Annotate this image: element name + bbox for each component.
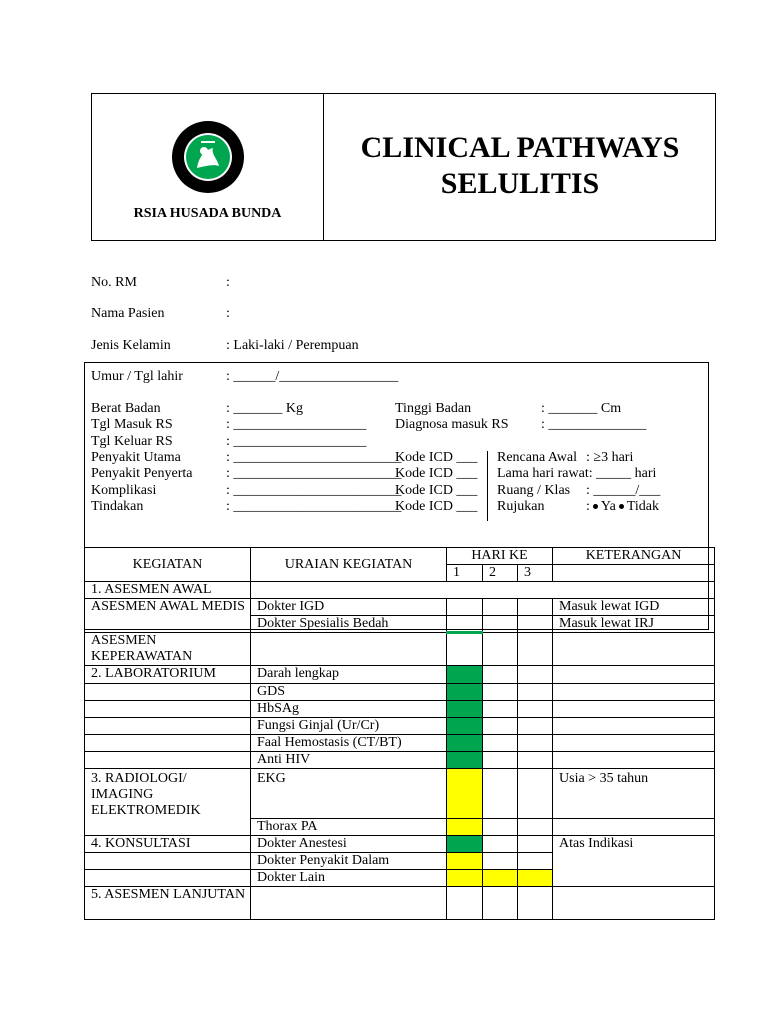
- nama-colon: :: [226, 306, 230, 321]
- row-ekg: EKG: [251, 769, 447, 819]
- cell-green: [447, 718, 483, 735]
- berat-value: : _______ Kg: [226, 401, 303, 416]
- cell: [483, 599, 518, 616]
- header-keterangan-sub: [553, 565, 715, 582]
- rujukan-ya[interactable]: Ya: [600, 499, 616, 514]
- cell: [553, 666, 715, 684]
- tgl-keluar-value: : ___________________: [226, 434, 367, 449]
- cell: [447, 887, 483, 920]
- cell: [518, 684, 553, 701]
- komplikasi-label: Komplikasi: [91, 483, 157, 498]
- kode-icd-2: Kode ICD ___: [395, 466, 478, 481]
- row-thorax: Thorax PA: [251, 819, 447, 836]
- tgl-masuk-label: Tgl Masuk RS: [91, 417, 173, 432]
- cell: [483, 701, 518, 718]
- cell: [483, 752, 518, 769]
- row-asesmen-awal-span: [251, 582, 715, 599]
- cell: [518, 718, 553, 735]
- cell: [85, 752, 251, 769]
- row-faal: Faal Hemostasis (CT/BT): [251, 735, 447, 752]
- rujukan-tidak[interactable]: Tidak: [626, 499, 659, 514]
- cell: [553, 718, 715, 735]
- ket-igd: Masuk lewat IGD: [553, 599, 715, 616]
- cell-yellow: [447, 870, 483, 887]
- cell-green: [447, 701, 483, 718]
- penyakit-penyerta-value: : ________________________: [226, 466, 402, 481]
- cell: [483, 684, 518, 701]
- cell: [553, 887, 715, 920]
- nama-label: Nama Pasien: [91, 306, 165, 321]
- cell: [85, 853, 251, 870]
- diagnosa-label: Diagnosa masuk RS: [395, 417, 509, 432]
- kode-icd-1: Kode ICD ___: [395, 450, 478, 465]
- row-penyakit-dalam: Dokter Penyakit Dalam: [251, 853, 447, 870]
- cell: [483, 769, 518, 819]
- cell-yellow: [447, 853, 483, 870]
- row-dokter-bedah: Dokter Spesialis Bedah: [251, 616, 447, 633]
- cell-green: [447, 752, 483, 769]
- cell-bedah-d1: [447, 616, 483, 633]
- header-box: [91, 93, 716, 241]
- cell: [447, 633, 483, 666]
- cell: [483, 666, 518, 684]
- row-dokter-lain: Dokter Lain: [251, 870, 447, 887]
- cell-yellow: [447, 819, 483, 836]
- row-hiv: Anti HIV: [251, 752, 447, 769]
- row-radiologi: 3. RADIOLOGI/ IMAGING ELEKTROMEDIK: [85, 769, 251, 836]
- cell: [553, 684, 715, 701]
- ruang-value: : ______/___: [586, 483, 661, 498]
- header-hari: HARI KE: [447, 548, 553, 565]
- header-day-2: 2: [483, 565, 518, 582]
- umur-label: Umur / Tgl lahir: [91, 369, 183, 384]
- cell: [85, 701, 251, 718]
- ruang-label: Ruang / Klas: [497, 483, 571, 498]
- kode-icd-3: Kode ICD ___: [395, 483, 478, 498]
- tindakan-label: Tindakan: [91, 499, 144, 514]
- rujukan-options: [586, 498, 659, 515]
- penyakit-utama-label: Penyakit Utama: [91, 450, 181, 465]
- cell: [553, 819, 715, 836]
- cell-yellow: [518, 870, 553, 887]
- cell: [518, 853, 553, 870]
- cell: [518, 819, 553, 836]
- cell: [85, 718, 251, 735]
- cell-yellow: [447, 769, 483, 819]
- cell: [518, 735, 553, 752]
- row-dokter-igd: Dokter IGD: [251, 599, 447, 616]
- cell: [483, 718, 518, 735]
- cell-green: [447, 684, 483, 701]
- title-line-1: CLINICAL PATHWAYS: [360, 131, 680, 164]
- jk-label: Jenis Kelamin: [91, 338, 171, 353]
- lama-rawat: Lama hari rawat: _____ hari: [497, 466, 657, 481]
- hospital-logo: [171, 120, 245, 194]
- row-asesmen-medis: ASESMEN AWAL MEDIS: [85, 599, 251, 633]
- komplikasi-value: : ________________________: [226, 483, 402, 498]
- row-gds: GDS: [251, 684, 447, 701]
- tgl-masuk-value: : ___________________: [226, 417, 367, 432]
- pathway-table: [84, 547, 715, 920]
- row-anestesi: Dokter Anestesi: [251, 836, 447, 853]
- rencana-label: Rencana Awal: [497, 450, 577, 465]
- cell: [518, 887, 553, 920]
- cell: [483, 853, 518, 870]
- no-rm-colon: :: [226, 275, 230, 290]
- row-asesmen-awal: 1. ASESMEN AWAL: [85, 582, 251, 599]
- cell: [447, 599, 483, 616]
- bullet-icon: [619, 504, 624, 509]
- row-darah: Darah lengkap: [251, 666, 447, 684]
- cell: [553, 735, 715, 752]
- cell: [483, 633, 518, 666]
- cell: [518, 836, 553, 853]
- cell: [483, 819, 518, 836]
- cell: [483, 836, 518, 853]
- cell: [553, 752, 715, 769]
- cell-yellow: [483, 870, 518, 887]
- ket-indikasi: Atas Indikasi: [553, 836, 715, 887]
- rujukan-colon: :: [586, 499, 590, 514]
- tinggi-label: Tinggi Badan: [395, 401, 472, 416]
- umur-value: : ______/_________________: [226, 369, 399, 384]
- cell: [518, 666, 553, 684]
- penyakit-penyerta-label: Penyakit Penyerta: [91, 466, 193, 481]
- row-hbsag: HbSAg: [251, 701, 447, 718]
- cell: [518, 752, 553, 769]
- header-day-1: 1: [447, 565, 483, 582]
- diagnosa-value: : ______________: [541, 417, 647, 432]
- cell: [483, 887, 518, 920]
- cell: [518, 599, 553, 616]
- rujukan-label: Rujukan: [497, 499, 545, 514]
- rencana-value: : ≥3 hari: [586, 450, 634, 465]
- header-keterangan: KETERANGAN: [553, 548, 715, 565]
- hospital-name: RSIA HUSADA BUNDA: [133, 206, 282, 221]
- header-kegiatan: KEGIATAN: [85, 548, 251, 582]
- berat-label: Berat Badan: [91, 401, 161, 416]
- cell: [483, 616, 518, 633]
- row-asesmen-lanjut: 5. ASESMEN LANJUTAN: [85, 887, 251, 920]
- cell: [518, 616, 553, 633]
- cell-green: [447, 836, 483, 853]
- penyakit-utama-value: : ________________________: [226, 450, 402, 465]
- no-rm-label: No. RM: [91, 275, 137, 290]
- title-line-2: SELULITIS: [440, 167, 600, 200]
- cell: [518, 769, 553, 819]
- row-konsultasi: 4. KONSULTASI: [85, 836, 251, 853]
- tgl-keluar-label: Tgl Keluar RS: [91, 434, 173, 449]
- row-asesmen-kep: ASESMEN KEPERAWATAN: [85, 633, 251, 666]
- page-title: [324, 130, 716, 202]
- tindakan-value: : ________________________: [226, 499, 402, 514]
- cell: [553, 633, 715, 666]
- cell: [518, 633, 553, 666]
- detail-divider: [487, 451, 488, 521]
- row-ginjal: Fungsi Ginjal (Ur/Cr): [251, 718, 447, 735]
- header-day-3: 3: [518, 565, 553, 582]
- kode-icd-4: Kode ICD ___: [395, 499, 478, 514]
- jk-value: : Laki-laki / Perempuan: [226, 338, 359, 353]
- row-lab: 2. LABORATORIUM: [85, 666, 251, 684]
- bullet-icon: [593, 504, 598, 509]
- cell: [251, 633, 447, 666]
- cell: [553, 701, 715, 718]
- ket-irj: Masuk lewat IRJ: [553, 616, 715, 633]
- cell: [251, 887, 447, 920]
- cell-green: [447, 735, 483, 752]
- ket-usia: Usia > 35 tahun: [553, 769, 715, 819]
- cell: [85, 684, 251, 701]
- cell: [483, 735, 518, 752]
- header-uraian: URAIAN KEGIATAN: [251, 548, 447, 582]
- tinggi-value: : _______ Cm: [541, 401, 622, 416]
- cell: [85, 735, 251, 752]
- cell: [518, 701, 553, 718]
- cell: [85, 870, 251, 887]
- cell-green: [447, 666, 483, 684]
